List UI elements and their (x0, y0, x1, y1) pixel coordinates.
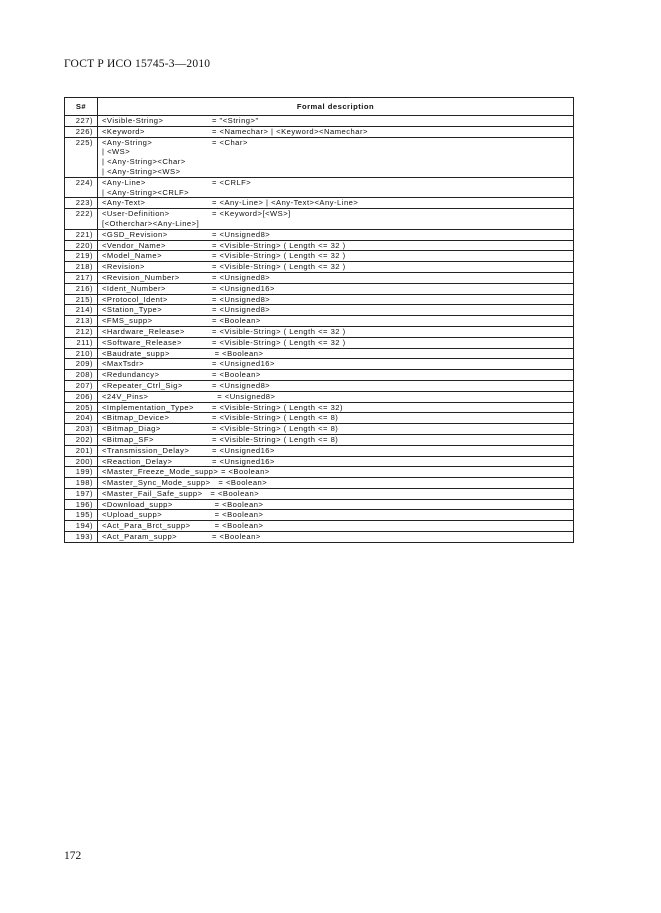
row-number: 208) (65, 370, 98, 381)
description-line (102, 157, 569, 167)
production-definition: = <Unsigned8> (212, 294, 271, 304)
row-description (98, 272, 574, 283)
production-name: | <Any-String><Char> (102, 157, 186, 167)
production-name: <Bitmap_Diag> (102, 424, 161, 434)
row-number: 216) (65, 283, 98, 294)
production-definition: = <Visible-String> ( Length <= 32 ) (212, 337, 346, 347)
table-row (65, 305, 574, 316)
production-definition: = <Visible-String> ( Length <= 32 ) (212, 326, 346, 336)
production-name: <Keyword> (102, 126, 145, 136)
production-definition: = <Visible-String> ( Length <= 8) (212, 413, 339, 423)
description-line (102, 284, 569, 294)
table-row (65, 251, 574, 262)
row-number: 210) (65, 348, 98, 359)
production-name: <Implementation_Type> (102, 402, 194, 412)
production-name: <Station_Type> (102, 305, 163, 315)
description-line (102, 219, 569, 229)
production-definition: = <Boolean> (212, 348, 264, 358)
production-definition: = <Unsigned8> (212, 391, 276, 401)
row-number: 201) (65, 445, 98, 456)
production-name: <Master_Sync_Mode_supp> = <Boolean> (102, 478, 268, 488)
table-row (65, 402, 574, 413)
table-row (65, 262, 574, 273)
production-definition: = <CRLF> (212, 177, 252, 187)
row-description (98, 262, 574, 273)
table-row (65, 116, 574, 127)
production-definition: = <Unsigned16> (212, 283, 275, 293)
row-number: 219) (65, 251, 98, 262)
table-row (65, 337, 574, 348)
row-number: 197) (65, 488, 98, 499)
description-line (102, 510, 569, 520)
table-header-row (65, 98, 574, 116)
row-number: 206) (65, 391, 98, 402)
production-definition: = <Boolean> (212, 510, 264, 520)
production-definition: = <Visible-String> ( Length <= 8) (212, 434, 339, 444)
table-row (65, 229, 574, 240)
table-row (65, 391, 574, 402)
row-number: 196) (65, 499, 98, 510)
production-definition: = <Boolean> (212, 499, 264, 509)
row-description (98, 456, 574, 467)
table-row (65, 499, 574, 510)
production-definition: = <Visible-String> ( Length <= 32 ) (212, 251, 346, 261)
row-number: 224) (65, 177, 98, 198)
description-line (102, 138, 569, 148)
row-number: 209) (65, 359, 98, 370)
row-description (98, 126, 574, 137)
description-line (102, 413, 569, 423)
page-number: 172 (64, 850, 82, 862)
production-name: <Ident_Number> (102, 283, 166, 293)
production-definition: = <Visible-String> ( Length <= 8) (212, 424, 339, 434)
row-number: 218) (65, 262, 98, 273)
row-description (98, 532, 574, 543)
row-description (98, 380, 574, 391)
production-name: <Hardware_Release> (102, 326, 185, 336)
table-row (65, 316, 574, 327)
production-definition: = <Keyword>[<WS>] (212, 209, 291, 219)
row-number: 212) (65, 326, 98, 337)
row-description (98, 370, 574, 381)
row-description (98, 424, 574, 435)
production-definition: = <Any-Line> | <Any-Text><Any-Line> (212, 198, 359, 208)
table-row (65, 467, 574, 478)
row-number: 220) (65, 240, 98, 251)
description-line (102, 241, 569, 251)
row-description (98, 177, 574, 198)
description-line (102, 349, 569, 359)
table-row (65, 370, 574, 381)
production-name: <Revision> (102, 262, 145, 272)
row-number: 195) (65, 510, 98, 521)
production-definition: = <Unsigned8> (212, 272, 271, 282)
production-name: <Upload_supp> (102, 510, 163, 520)
production-name: <Any-Line> (102, 177, 146, 187)
table-row (65, 198, 574, 209)
production-name: <MaxTsdr> (102, 359, 145, 369)
row-description (98, 521, 574, 532)
row-description (98, 326, 574, 337)
production-name: <Download_supp> (102, 499, 173, 509)
row-number: 221) (65, 229, 98, 240)
description-line (102, 316, 569, 326)
table-row (65, 326, 574, 337)
table-row (65, 521, 574, 532)
row-number: 203) (65, 424, 98, 435)
production-definition: = <Unsigned8> (212, 229, 271, 239)
row-description (98, 305, 574, 316)
production-definition: = "<String>" (212, 116, 259, 125)
row-number: 217) (65, 272, 98, 283)
row-number: 199) (65, 467, 98, 478)
table-row (65, 283, 574, 294)
description-line (102, 446, 569, 456)
table-row (65, 272, 574, 283)
description-line (102, 489, 569, 499)
production-name: <Act_Param_supp> (102, 532, 178, 542)
production-name: <Act_Para_Brct_supp> (102, 521, 191, 531)
production-name: <24V_Pins> (102, 391, 149, 401)
production-definition: = <Boolean> (212, 532, 261, 542)
row-description (98, 391, 574, 402)
table-row (65, 359, 574, 370)
description-line (102, 359, 569, 369)
row-description (98, 283, 574, 294)
row-description (98, 413, 574, 424)
row-description (98, 488, 574, 499)
row-number: 215) (65, 294, 98, 305)
production-name: <Transmission_Delay> (102, 445, 190, 455)
production-definition: = <Unsigned16> (212, 456, 275, 466)
row-number: 198) (65, 478, 98, 489)
row-description (98, 359, 574, 370)
row-description (98, 348, 574, 359)
description-line (102, 127, 569, 137)
description-line (102, 424, 569, 434)
row-description (98, 478, 574, 489)
description-line (102, 209, 569, 219)
production-name: <GSD_Revision> (102, 229, 168, 239)
production-name: <Master_Fail_Safe_supp> = <Boolean> (102, 488, 260, 498)
row-description (98, 251, 574, 262)
production-name: <FMS_supp> (102, 316, 153, 326)
description-line (102, 521, 569, 531)
row-description (98, 316, 574, 327)
table-row (65, 177, 574, 198)
production-definition: = <Namechar> | <Keyword><Namechar> (212, 126, 368, 136)
table-row (65, 532, 574, 543)
production-name: <Visible-String> (102, 116, 164, 125)
description-line (102, 167, 569, 177)
table-row (65, 510, 574, 521)
row-number: 204) (65, 413, 98, 424)
description-line (102, 327, 569, 337)
production-name: <Revision_Number> (102, 272, 180, 282)
row-description (98, 445, 574, 456)
row-description (98, 434, 574, 445)
description-line (102, 532, 569, 542)
production-definition: = <Unsigned16> (212, 359, 275, 369)
description-line (102, 381, 569, 391)
table-row (65, 348, 574, 359)
row-number: 200) (65, 456, 98, 467)
row-number: 202) (65, 434, 98, 445)
production-name: [<Otherchar><Any-Line>] (102, 218, 200, 228)
description-line (102, 392, 569, 402)
description-line (102, 178, 569, 188)
production-name: <Protocol_Ident> (102, 294, 168, 304)
production-name: <Reaction_Delay> (102, 456, 173, 466)
description-line (102, 147, 569, 157)
table-row (65, 413, 574, 424)
table-row (65, 137, 574, 177)
row-number: 225) (65, 137, 98, 177)
description-line (102, 305, 569, 315)
table-row (65, 294, 574, 305)
production-definition: = <Unsigned16> (212, 445, 275, 455)
row-number: 193) (65, 532, 98, 543)
table-row (65, 445, 574, 456)
description-line (102, 230, 569, 240)
row-description (98, 402, 574, 413)
production-name: <Baudrate_supp> (102, 348, 170, 358)
table-row (65, 478, 574, 489)
row-description (98, 240, 574, 251)
row-description (98, 209, 574, 230)
column-header-number: S# (65, 98, 98, 116)
table-row (65, 126, 574, 137)
description-line (102, 478, 569, 488)
running-header: ГОСТ Р ИСО 15745-3—2010 (64, 58, 211, 70)
formal-description-table (64, 97, 574, 543)
description-line (102, 338, 569, 348)
table-row (65, 434, 574, 445)
table-row (65, 209, 574, 230)
production-name: <Model_Name> (102, 251, 163, 261)
description-line (102, 262, 569, 272)
description-line (102, 467, 569, 477)
row-number: 213) (65, 316, 98, 327)
row-number: 211) (65, 337, 98, 348)
row-description (98, 499, 574, 510)
row-description (98, 137, 574, 177)
row-number: 226) (65, 126, 98, 137)
production-definition: = <Visible-String> ( Length <= 32 ) (212, 240, 346, 250)
description-line (102, 403, 569, 413)
table-row (65, 240, 574, 251)
row-number: 227) (65, 116, 98, 127)
production-definition: = <Unsigned8> (212, 380, 271, 390)
description-line (102, 251, 569, 261)
production-definition: = <Visible-String> ( Length <= 32 ) (212, 262, 346, 272)
production-definition: = <Boolean> (212, 316, 261, 326)
description-line (102, 435, 569, 445)
row-number: 223) (65, 198, 98, 209)
production-name: <Bitmap_SF> (102, 434, 154, 444)
production-name: | <WS> (102, 147, 131, 157)
table-row (65, 380, 574, 391)
row-number: 214) (65, 305, 98, 316)
row-description (98, 116, 574, 127)
production-definition: = <Boolean> (212, 370, 261, 380)
description-line (102, 370, 569, 380)
table-row (65, 456, 574, 467)
production-name: <Redundancy> (102, 370, 160, 380)
row-description (98, 337, 574, 348)
production-name: <Software_Release> (102, 337, 182, 347)
production-name: | <Any-String><CRLF> (102, 187, 190, 197)
description-line (102, 116, 569, 126)
table-row (65, 424, 574, 435)
row-description (98, 294, 574, 305)
production-name: | <Any-String><WS> (102, 166, 181, 176)
production-definition: = <Boolean> (212, 521, 264, 531)
production-name: <Repeater_Ctrl_Sig> (102, 380, 183, 390)
production-definition: = <Char> (212, 137, 248, 147)
description-line (102, 273, 569, 283)
description-line (102, 457, 569, 467)
production-definition: = <Unsigned8> (212, 305, 271, 315)
row-number: 222) (65, 209, 98, 230)
row-description (98, 467, 574, 478)
table-row (65, 488, 574, 499)
row-description (98, 229, 574, 240)
production-name: <Bitmap_Device> (102, 413, 170, 423)
description-line (102, 500, 569, 510)
row-description (98, 510, 574, 521)
column-header-description: Formal description (98, 98, 574, 116)
description-line (102, 295, 569, 305)
description-line (102, 188, 569, 198)
row-description (98, 198, 574, 209)
production-definition: = <Visible-String> ( Length <= 32) (212, 402, 344, 412)
row-number: 194) (65, 521, 98, 532)
description-line (102, 198, 569, 208)
production-name: <Master_Freeze_Mode_supp> = <Boolean> (102, 467, 270, 477)
production-name: <User-Definition> (102, 209, 170, 219)
row-number: 207) (65, 380, 98, 391)
production-name: <Vendor_Name> (102, 240, 166, 250)
production-name: <Any-String> (102, 137, 153, 147)
production-name: <Any-Text> (102, 198, 146, 208)
row-number: 205) (65, 402, 98, 413)
